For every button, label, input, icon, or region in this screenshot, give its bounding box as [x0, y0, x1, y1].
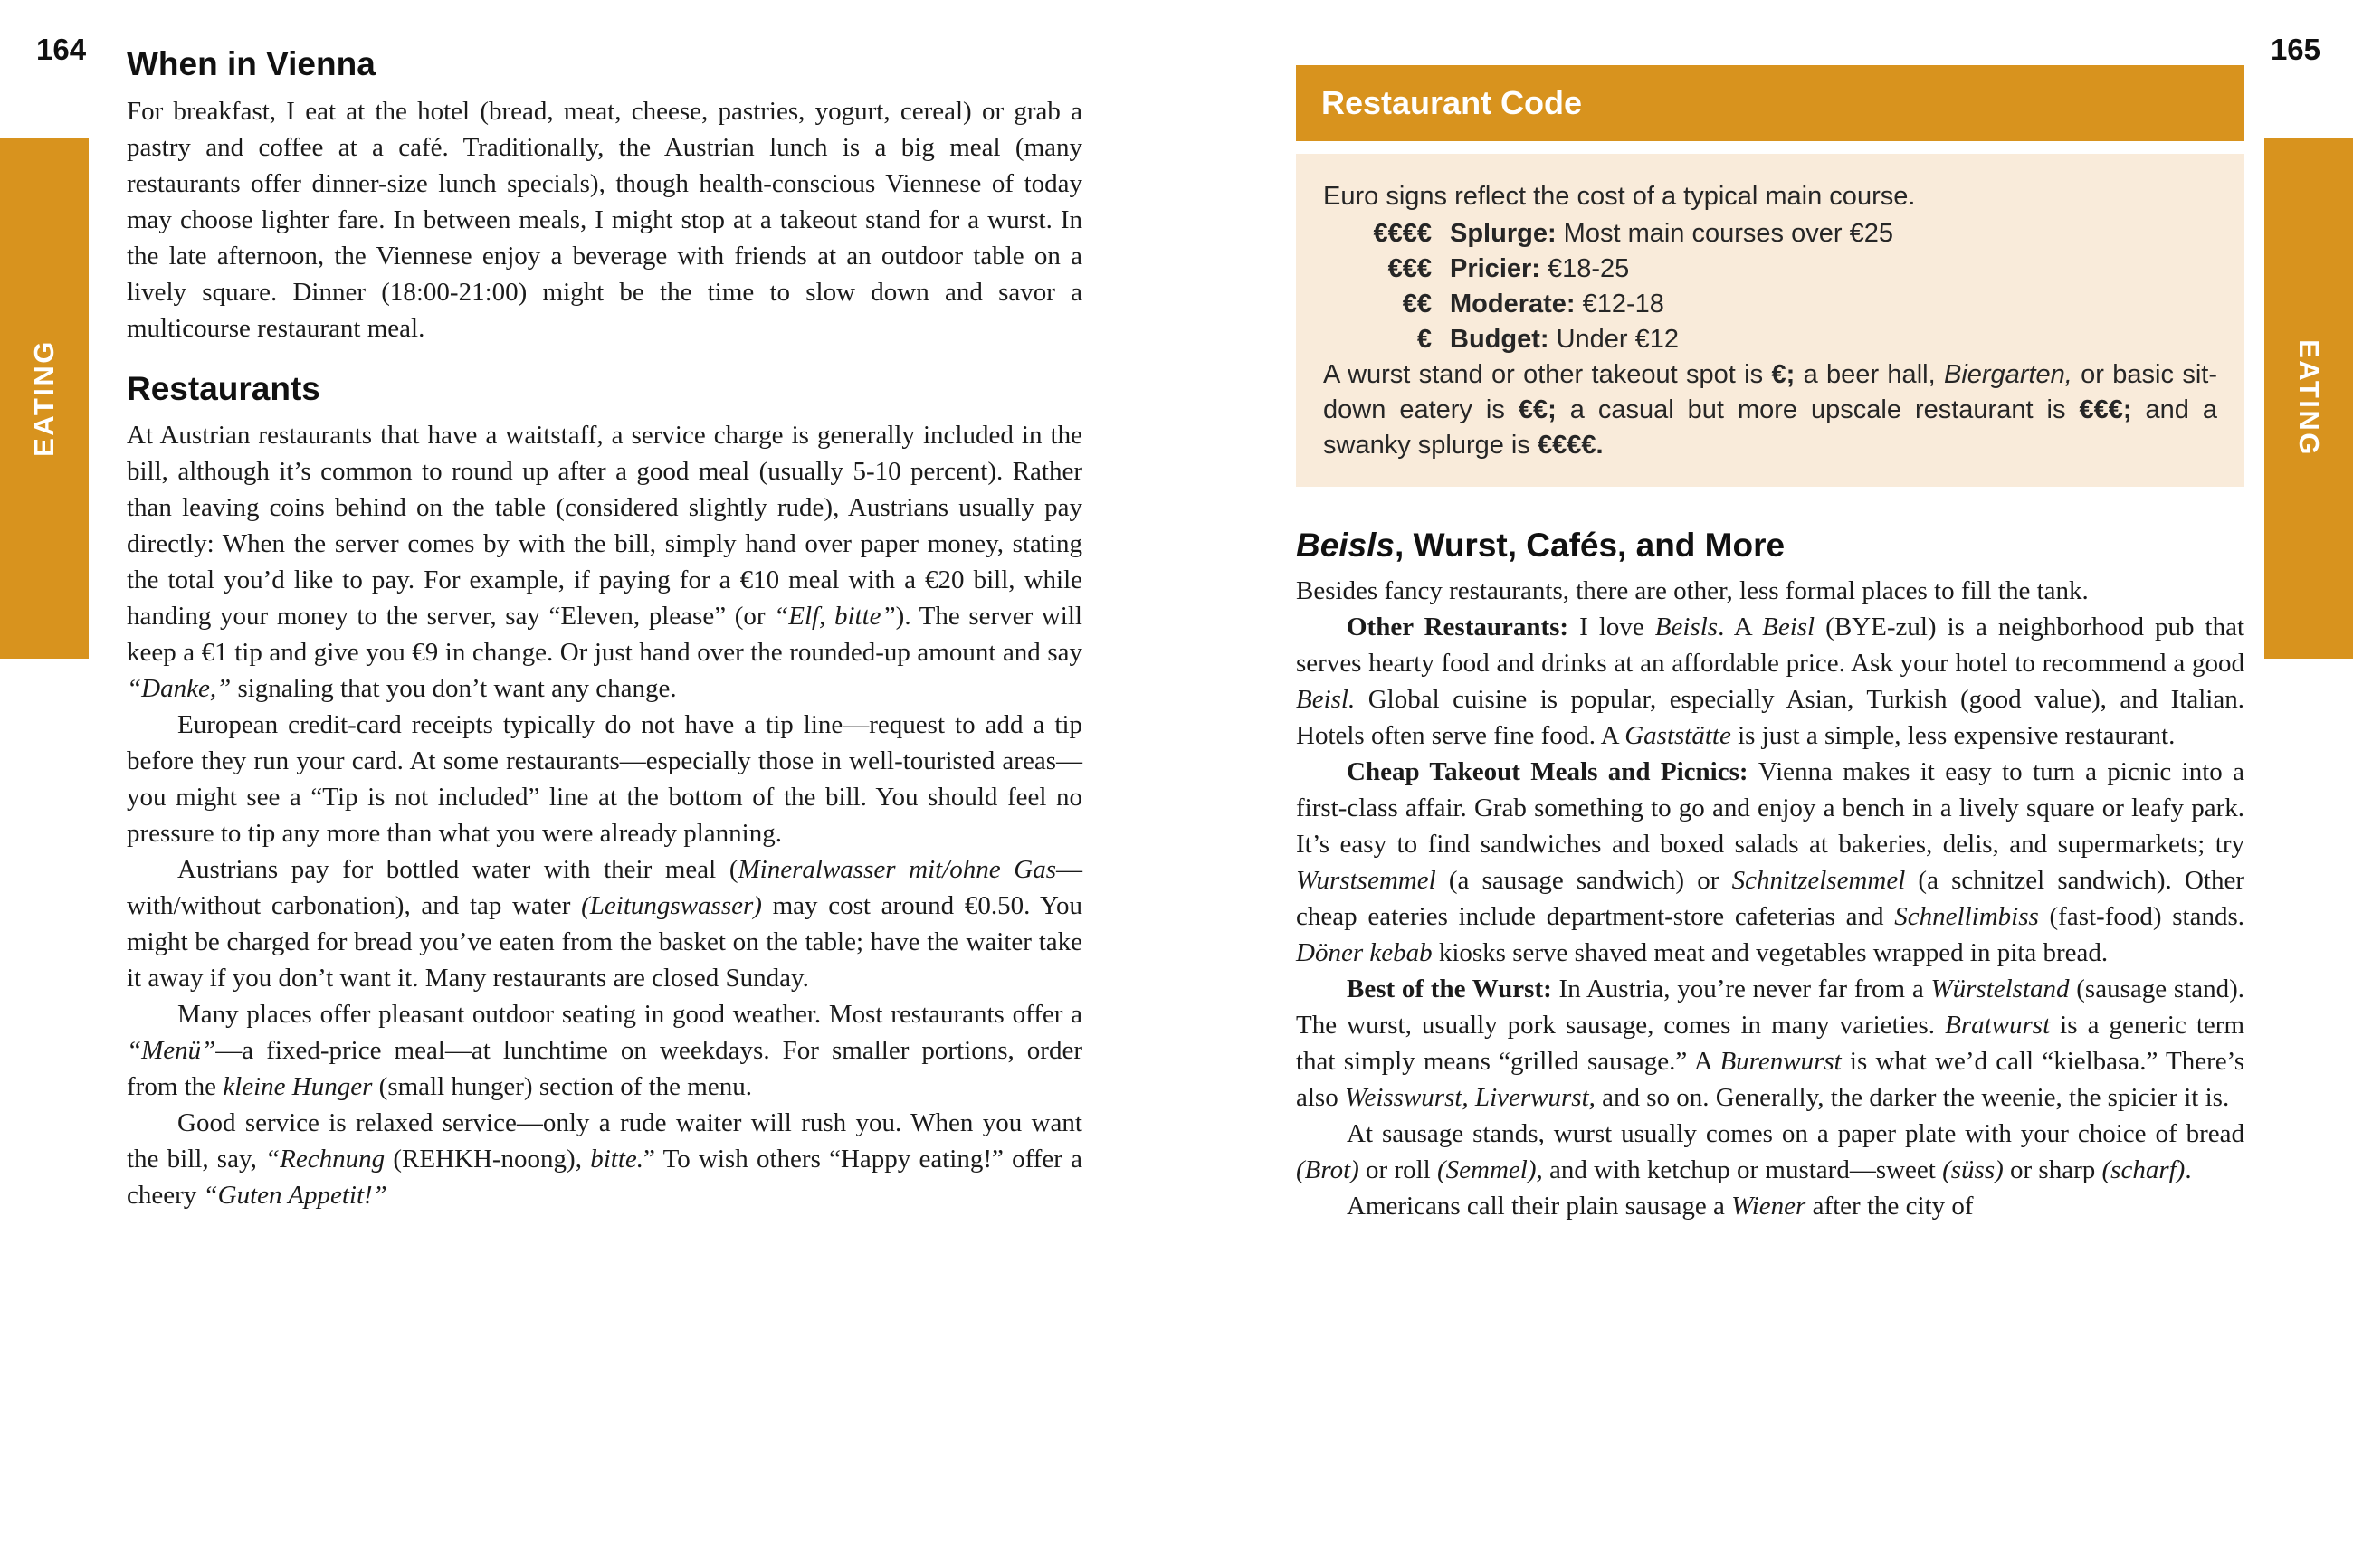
text-run: Wurstsemmel — [1296, 865, 1436, 895]
price-symbol: € — [1416, 325, 1432, 354]
text-run: (REHKH-noong), — [385, 1145, 591, 1174]
price-symbol: €€€ — [1387, 254, 1432, 283]
text-run: Other Restaurants: — [1347, 612, 1580, 641]
text-run: bitte. — [590, 1145, 643, 1174]
text-run: or basic sit-down eatery is — [1323, 360, 2217, 424]
text-run: I love — [1579, 612, 1655, 641]
text-run: and with ketchup or mustard—sweet — [1542, 1155, 1943, 1184]
text-run: and so on. Generally, the darker the weenie, the spicier it is. — [1595, 1082, 2230, 1112]
text-run: ” To wish others “Happy eating!” offer a cheery — [127, 1145, 1083, 1211]
text-run: or sharp — [2003, 1155, 2102, 1184]
body-paragraph — [1296, 573, 2244, 609]
text-run: Beisls — [1296, 527, 1396, 564]
restaurant-code-intro: Euro signs reflect the cost of a typical main course. — [1323, 182, 1916, 211]
beisls-section — [1296, 527, 2244, 1224]
body-paragraph — [1296, 609, 2244, 754]
text-run: €€€€. — [1537, 431, 1604, 460]
chapter-tab-left-label: EATING — [28, 339, 60, 457]
text-run: “Elf, bitte” — [774, 602, 896, 632]
text-run: At Austrian restaurants that have a waitstaff, a service charge is generally included in the bill, although it’s common to round up after a good meal (usually 5-10 percent). Rather than leaving coins behind on the table (considered slightly rude), Austrians usually pay directly: When the server comes by with the bill, simply hand over paper money, stating the total you’d like to pay. For example, if paying for a €10 meal with a €20 bill, while handing your money to the server, say “Eleven, please” (or — [127, 421, 1082, 632]
text-run: Bratwurst — [1945, 1010, 2051, 1040]
text-run: (sausage stand). The wurst, usually pork sausage, comes in many varieties. — [1296, 974, 2244, 1040]
text-run: (Leitungswasser) — [581, 891, 762, 921]
text-run: €€€; — [2079, 395, 2132, 424]
text-run: Global cuisine is popular, especially Asian, Turkish (good value), and Italian. Hotels often serve fine food. A — [1296, 684, 2244, 750]
text-run: (fast-food) stands. — [2038, 901, 2244, 931]
text-run: Good service is relaxed service—only a rude waiter will rush you. When you want the bill, say, — [127, 1108, 1082, 1174]
price-description: Splurge: Most main courses over €25 — [1450, 219, 1893, 248]
text-run: A wurst stand or other takeout spot is — [1323, 360, 1772, 389]
price-symbol: €€€€ — [1373, 219, 1432, 248]
section-heading: Restaurants — [127, 369, 320, 407]
restaurant-code-header: Restaurant Code — [1296, 65, 2244, 141]
page-number-left: 164 — [36, 33, 87, 66]
body-paragraph — [1296, 754, 2244, 971]
price-label: Budget: — [1450, 325, 1549, 354]
price-description: Moderate: €12-18 — [1450, 290, 1664, 318]
text-run: . A — [1718, 612, 1763, 641]
text-run: (süss) — [1942, 1155, 2004, 1184]
text-run: is a generic term that simply means “grilled sausage.” A — [1296, 1010, 2245, 1076]
text-run: Döner kebab — [1296, 937, 1433, 967]
body-paragraph — [1296, 1116, 2244, 1188]
price-tier-row — [1323, 216, 2217, 252]
text-run: —a fixed-price meal—at lunchtime on weekdays. For smaller portions, order from the — [127, 1036, 1082, 1102]
body-paragraph — [127, 996, 1082, 1105]
text-run: Cheap Takeout Meals and Picnics: — [1347, 756, 1758, 786]
price-label: Pricier: — [1450, 254, 1540, 283]
body-paragraph — [127, 417, 1082, 707]
text-run: In Austria, you’re never far from a — [1558, 974, 1931, 1003]
text-run: Americans call their plain sausage a — [1347, 1191, 1732, 1221]
price-tier-list — [1323, 216, 2217, 357]
chapter-tab-left — [0, 138, 89, 659]
left-page-content — [127, 45, 1082, 1213]
page-number-right: 165 — [2270, 33, 2320, 66]
text-run: (small hunger) section of the menu. — [372, 1072, 752, 1102]
text-run: “Menü” — [127, 1036, 216, 1066]
text-run: Mineralwasser mit/ohne Gas — [738, 855, 1056, 885]
text-run: is just a simple, less expensive restaurant. — [1730, 720, 2176, 750]
text-run: a beer hall, — [1795, 360, 1944, 389]
text-run: (a schnitzel sandwich). Other cheap eateries include department-store cafeterias and — [1296, 865, 2244, 931]
text-run: (a sausage sandwich) or — [1435, 865, 1732, 895]
text-run: “Guten Appetit!” — [203, 1181, 387, 1211]
text-run: . — [2185, 1155, 2192, 1184]
text-run: Beisl. — [1296, 684, 1356, 714]
text-run: (BYE-zul) is a neighborhood pub that serves hearty food and drinks at an affordable price. Ask your hotel to recommend a good — [1296, 612, 2244, 678]
text-run: Austrians pay for bottled water with their meal ( — [177, 855, 738, 885]
text-run: €€; — [1518, 395, 1557, 424]
text-run: At sausage stands, wurst usually comes on a paper plate with your choice of bread — [1347, 1118, 2244, 1148]
text-run: European credit-card receipts typically do not have a tip line—request to add a tip before they run your card. At some restaurants—especially those in well-touristed areas—you might see a “Tip is not included” line at the bottom of the bill. You should feel no pressure to tip any more than what you were already planning. — [127, 710, 1082, 849]
body-paragraph — [127, 1105, 1082, 1213]
text-run: may cost around €0.50. You might be charged for bread you’ve eaten from the basket on the table; have the waiter take it away if you don’t want it. Many restaurants are closed Sunday. — [127, 891, 1082, 993]
section-paragraphs — [1296, 573, 2244, 1224]
text-run: Vienna makes it easy to turn a picnic into a first-class affair. Grab something to go and enjoy a bench in a lively square or leafy park. It’s easy to find sandwiches and boxed salads at bakeries, delis, and supermarkets; try — [1296, 756, 2245, 859]
text-run: Schnitzelsemmel — [1731, 865, 1906, 895]
body-paragraph — [1296, 971, 2244, 1116]
text-run: after the city of — [1805, 1191, 1974, 1221]
text-run: or roll — [1358, 1155, 1437, 1184]
body-paragraph — [1296, 1188, 2244, 1224]
price-symbol: €€ — [1402, 290, 1432, 318]
text-run: Best of the Wurst: — [1347, 974, 1559, 1003]
section-heading — [1296, 527, 2244, 565]
text-run: (scharf) — [2101, 1155, 2186, 1184]
body-paragraph — [127, 851, 1082, 996]
text-run: (Brot) — [1296, 1155, 1359, 1184]
text-run: Beisl — [1762, 612, 1815, 641]
price-description: Pricier: €18-25 — [1450, 254, 1630, 283]
text-run: Würstelstand — [1930, 974, 2070, 1003]
text-run: “Rechnung — [265, 1145, 386, 1174]
restaurant-code-footer — [1323, 357, 2217, 463]
price-tier-row — [1323, 287, 2217, 322]
text-run: a casual but more upscale restaurant is — [1556, 395, 2080, 424]
price-tier-row — [1323, 252, 2217, 287]
price-tier-row — [1323, 322, 2217, 357]
chapter-tab-right — [2264, 138, 2353, 659]
text-run: Many places offer pleasant outdoor seating in good weather. Most restaurants offer a — [177, 1000, 1082, 1030]
right-page-content — [1296, 65, 2244, 1224]
restaurant-code-box — [1296, 154, 2244, 487]
body-paragraph — [127, 93, 1082, 347]
section-heading: When in Vienna — [127, 45, 376, 82]
text-run: €; — [1771, 360, 1796, 389]
price-description: Budget: Under €12 — [1450, 325, 1680, 354]
text-run: For breakfast, I eat at the hotel (bread, meat, cheese, pastries, yogurt, cereal) or grab a pastry and coffee at a café. Traditionally, the Austrian lunch is a big meal (many restaurants offer dinner-size lunch specials), though health-conscious Viennese of today may choose lighter fare. In between meals, I might stop at a takeout stand for a wurst. In the late afternoon, the Viennese enjoy a beverage with friends at an outdoor table on a lively square. Dinner (18:00-21:00) might be the time to slow down and savor a multicourse restaurant meal. — [127, 96, 1082, 343]
text-run: “Danke,” — [127, 674, 232, 704]
text-run: Schnellimbiss — [1894, 901, 2039, 931]
text-run: Besides fancy restaurants, there are other, less formal places to fill the tank. — [1296, 575, 2089, 605]
text-run: Gaststätte — [1624, 720, 1731, 750]
text-run: Biergarten, — [1943, 360, 2072, 389]
text-run: Weisswurst, Liverwurst, — [1344, 1082, 1596, 1112]
text-run: kleine Hunger — [223, 1072, 373, 1102]
text-run: kiosks serve shaved meat and vegetables wrapped in pita bread. — [1432, 937, 2109, 967]
text-run: (Semmel), — [1436, 1155, 1543, 1184]
text-run: , Wurst, Cafés, and More — [1395, 527, 1786, 564]
text-run: Burenwurst — [1720, 1046, 1842, 1076]
text-run: —with/without carbonation), and tap water — [127, 855, 1082, 921]
price-label: Moderate: — [1450, 290, 1576, 318]
text-run: ). The server will keep a €1 tip and give you €9 in change. Or just hand over the rounded-up amount and say — [127, 602, 1082, 668]
text-run: and a swanky splurge is — [1323, 395, 2217, 460]
chapter-tab-right-label: EATING — [2293, 339, 2325, 457]
text-run: is what we’d call “kielbasa.” There’s also — [1296, 1046, 2244, 1112]
text-run: Beisls — [1654, 612, 1719, 641]
text-run: signaling that you don’t want any change. — [231, 674, 677, 704]
body-paragraph — [127, 707, 1082, 851]
text-run: Wiener — [1731, 1191, 1806, 1221]
price-label: Splurge: — [1450, 219, 1557, 248]
